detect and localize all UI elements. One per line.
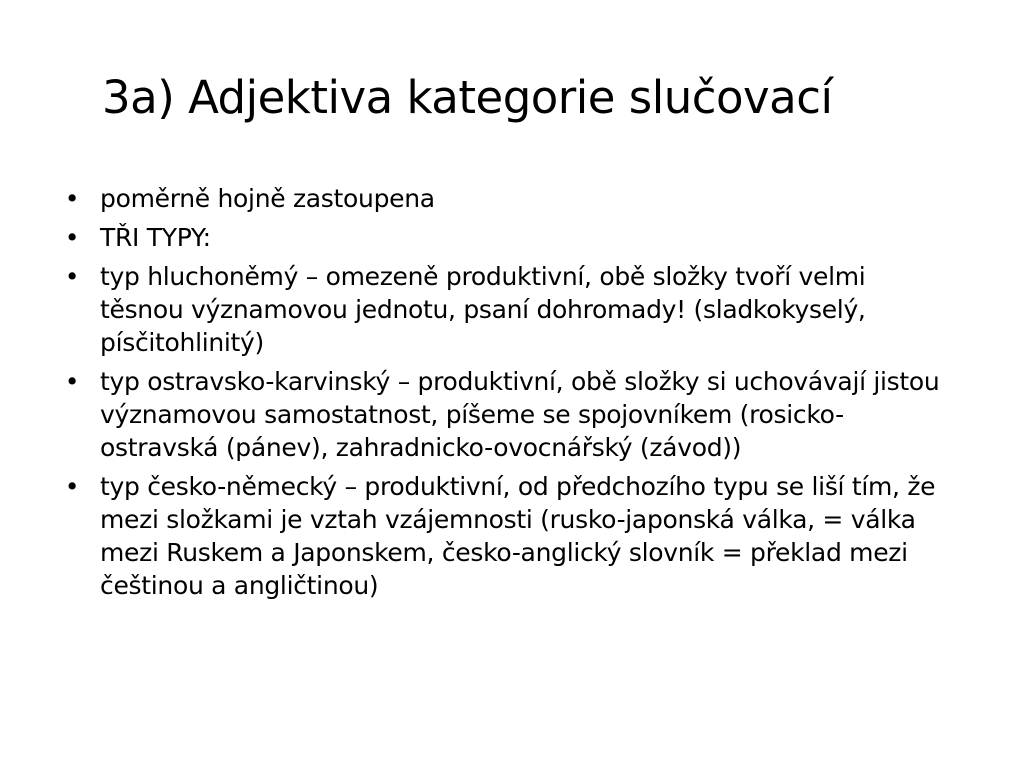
bullet-list: [62, 182, 942, 608]
bullet-text: poměrně hojně zastoupena: [100, 184, 435, 213]
list-item: [62, 260, 942, 359]
bullet-text: typ hluchoněmý – omezeně produktivní, obě složky tvoří velmi těsnou významovou jednotu, psaní dohromady! (sladkokyselý, písčitohlinitý): [100, 262, 866, 357]
bullet-icon: •: [64, 223, 80, 252]
list-item: [62, 221, 942, 254]
bullet-text: typ česko-německý – produktivní, od předchozího typu se liší tím, že mezi složkami je vztah vzájemnosti (rusko-japonská válka, = válka mezi Ruskem a Japonskem, česko-anglický slovník = překlad mezi češtinou a angličtinou): [100, 472, 936, 600]
bullet-icon: •: [64, 367, 80, 396]
slide-title: 3a) Adjektiva kategorie slučovací: [102, 71, 833, 124]
bullet-text: TŘI TYPY:: [100, 223, 211, 252]
list-item: [62, 182, 942, 215]
bullet-icon: •: [64, 184, 80, 213]
list-item: [62, 470, 942, 602]
bullet-icon: •: [64, 472, 80, 501]
bullet-icon: •: [64, 262, 80, 291]
list-item: [62, 365, 942, 464]
bullet-text: typ ostravsko-karvinský – produktivní, obě složky si uchovávají jistou významovou samostatnost, píšeme se spojovníkem (rosicko-ostravská (pánev), zahradnicko-ovocnářský (závod)): [100, 367, 940, 462]
